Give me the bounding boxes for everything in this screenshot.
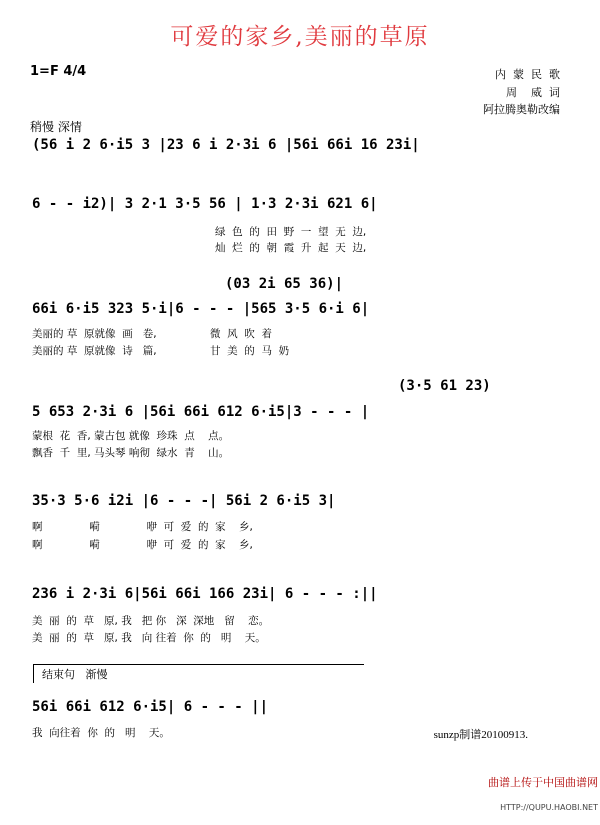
site-url: HTTP://QUPU.HAOBI.NET xyxy=(500,803,598,812)
interlude-notation-2: (3·5 61 23) xyxy=(398,378,491,394)
notation-line-4: 5 653 2·3i 6 |56i 66i 612 6·i5|3 - - - | xyxy=(32,404,370,420)
credit-folk: 内 蒙 民 歌 xyxy=(495,68,560,81)
notation-line-2: 6 - - i2)| 3 2·1 3·5 56 | 1·3 2·3i 621 6| xyxy=(32,196,378,212)
lyric-line-2a: 绿 色 的 田 野 一 望 无 边, xyxy=(215,226,367,238)
credit-lyricist: 周 威 词 xyxy=(506,86,560,99)
transcriber-signature: sunzp制谱20100913. xyxy=(433,729,528,741)
lyric-line-2b: 灿 烂 的 朝 霞 升 起 天 边, xyxy=(215,242,367,254)
lyric-line-3a: 美丽的 草 原就像 画 卷, 微 风 吹 着 xyxy=(32,328,272,340)
lyric-line-3b: 美丽的 草 原就像 诗 篇, 甘 美 的 马 奶 xyxy=(32,345,290,357)
notation-line-6: 236 i 2·3i 6|56i 66i 166 23i| 6 - - - :|| xyxy=(32,586,378,602)
tempo-marking: 稍慢 深情 xyxy=(30,120,82,134)
lyric-line-4b: 飘香 千 里, 马头琴 响彻 绿水 青 山。 xyxy=(32,447,230,459)
notation-line-7: 56i 66i 612 6·i5| 6 - - - || xyxy=(32,699,269,715)
notation-line-3: 66i 6·i5 323 5·i|6 - - - |565 3·5 6·i 6| xyxy=(32,301,370,317)
notation-line-5: 35·3 5·6 i2i |6 - - -| 56i 2 6·i5 3| xyxy=(32,493,336,509)
ending-label: 结束句 渐慢 xyxy=(42,668,108,681)
song-title: 可爱的家乡,美丽的草原 xyxy=(170,24,430,50)
interlude-notation-1: (03 2i 65 36)| xyxy=(225,276,344,292)
lyric-line-7: 我 向往着 你 的 明 天。 xyxy=(32,727,170,739)
lyric-line-5b: 啊 嗬 咿 可 爱 的 家 乡, xyxy=(32,539,253,551)
lyric-line-6b: 美 丽 的 草 原, 我 向 往着 你 的 明 天。 xyxy=(32,632,266,644)
lyric-line-4a: 蒙根 花 香, 蒙古包 就像 珍珠 点 点。 xyxy=(32,430,230,442)
lyric-line-5a: 啊 嗬 咿 可 爱 的 家 乡, xyxy=(32,521,253,533)
key-signature: 1=F 4/4 xyxy=(30,64,87,79)
credit-arranger: 阿拉腾奥勒改编 xyxy=(483,103,560,116)
site-watermark xyxy=(458,761,598,812)
site-name: 曲谱上传于中国曲谱网 xyxy=(488,776,598,789)
lyric-line-6a: 美 丽 的 草 原, 我 把 你 深 深地 留 恋。 xyxy=(32,615,270,627)
notation-line-1: (56 i 2 6·i5 3 |23 6 i 2·3i 6 |56i 66i 16 23i| xyxy=(32,137,420,153)
